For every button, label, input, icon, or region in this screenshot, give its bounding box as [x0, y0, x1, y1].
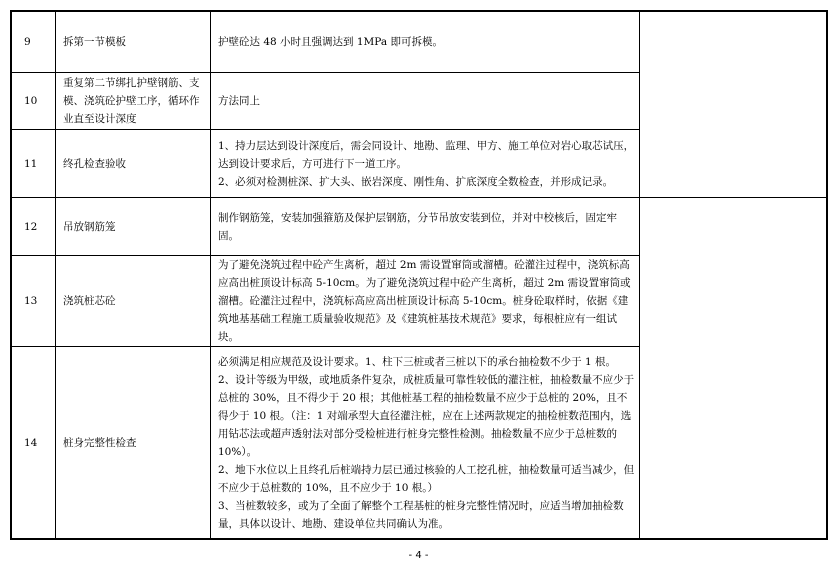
step-name: 终孔检查验收: [56, 130, 211, 198]
construction-steps-table: [11, 11, 828, 539]
blank-column-cell: [640, 198, 828, 539]
step-name: 桩身完整性检查: [56, 347, 211, 539]
step-description: [211, 130, 640, 198]
description-line: 2、必须对检测桩深、扩大头、嵌岩深度、刚性角、扩底深度全数检查，并形成记录。: [218, 175, 614, 188]
step-number: 11: [12, 130, 56, 198]
description-line: 2、设计等级为甲级，或地质条件复杂，成桩质量可靠性较低的灌注桩，抽检数量不应少于总桩的 30%，且不得少于 20 根；其他桩基工程的抽检数量不应少于总桩的 20%，且不得少于 10 根。（注：1 对端承型大直径灌注桩，应在上述两款规定的抽检桩数范围内，选用钻芯法或超声透射法对部分受检桩进行桩身完整性检测。抽检数量不应少于总桩数的 10%）。: [218, 373, 635, 458]
table-row: [12, 198, 828, 256]
step-description: [211, 12, 640, 73]
step-number: 10: [12, 73, 56, 130]
step-name: 浇筑桩芯砼: [56, 256, 211, 347]
blank-column-cell: [640, 12, 828, 198]
description-line: 1、持力层达到设计深度后，需会同设计、地勘、监理、甲方、施工单位对岩心取芯试压，达到设计要求后，方可进行下一道工序。: [218, 139, 635, 170]
step-description: [211, 347, 640, 539]
step-description: [211, 256, 640, 347]
description-line: 为了避免浇筑过程中砼产生离析，超过 2m 需设置窜筒或溜槽。砼灌注过程中，浇筑标高应高出桩顶设计标高 5-10cm。为了避免浇筑过程中砼产生离析，超过 2m 需设置窜筒或溜槽。砼灌注过程中，浇筑标高应高出桩顶设计标高 5-10cm。桩身砼取样时，依据《建筑地基基础工程施工质量验收规范》及《建筑桩基技术规范》要求，每根桩应有一组试块。: [218, 259, 631, 343]
description-line: 必须满足相应规范及设计要求。1、柱下三桩或者三桩以下的承台抽检数不少于 1 根。: [218, 355, 617, 368]
step-description: [211, 73, 640, 130]
step-name: 重复第二节绑扎护壁钢筋、支模、浇筑砼护壁工序，循环作业直至设计深度: [56, 73, 211, 130]
step-number: 14: [12, 347, 56, 539]
step-name: 拆第一节模板: [56, 12, 211, 73]
step-number: 13: [12, 256, 56, 347]
table-row: [12, 12, 828, 73]
step-name: 吊放钢筋笼: [56, 198, 211, 256]
step-number: 9: [12, 12, 56, 73]
description-line: 护壁砼达 48 小时且强调达到 1MPa 即可拆模。: [218, 36, 443, 48]
description-line: 方法同上: [218, 95, 260, 107]
step-number: 12: [12, 198, 56, 256]
description-line: 2、地下水位以上且终孔后桩端持力层已通过核验的人工挖孔桩，抽检数量可适当减少，但不应少于总桩数的 10%，且不应少于 10 根。）: [218, 463, 635, 494]
page-number: - 4 -: [408, 550, 429, 561]
description-line: 3、当桩数较多，或为了全面了解整个工程基桩的桩身完整性情况时，应适当增加抽检数量，具体以设计、地勘、建设单位共同确认为准。: [218, 499, 624, 530]
description-line: 制作钢筋笼，安装加强箍筋及保护层钢筋，分节吊放安装到位，并对中校核后，固定牢固。: [218, 211, 617, 242]
step-description: [211, 198, 640, 256]
